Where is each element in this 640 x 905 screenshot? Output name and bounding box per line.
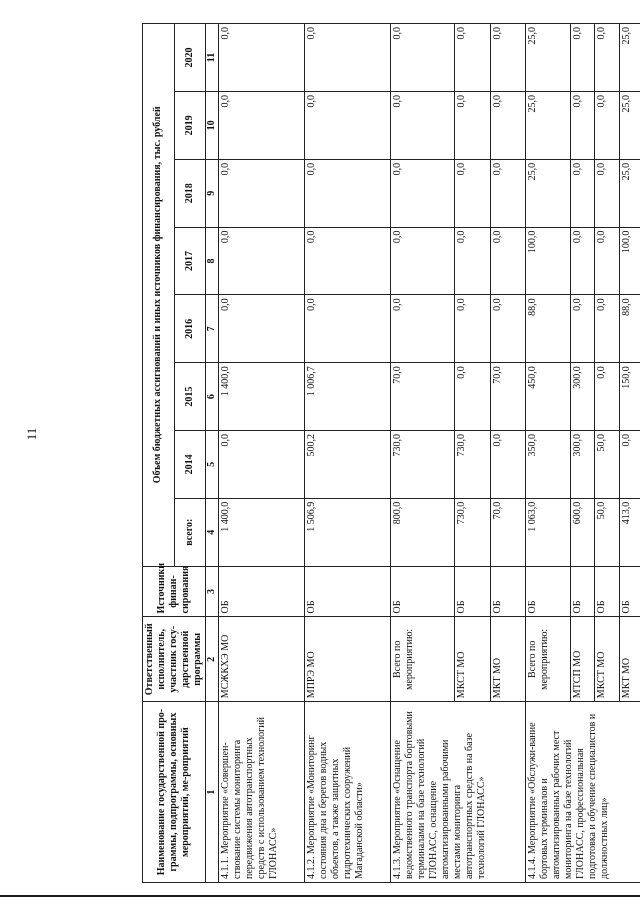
table-header [143,24,219,883]
total-value-cell: 1 400,0 [219,498,305,566]
total-value-cell: 600,0 [570,498,595,566]
year-value-cell: 0,0 [620,431,640,499]
table-row [526,24,571,883]
header-total: всего: [174,498,206,566]
executor-cell: МКТ МО [490,617,526,702]
year-value-cell: 0,0 [490,92,526,160]
year-value-cell: 88,0 [620,295,640,363]
year-value-cell: 0,0 [391,227,455,295]
total-value-cell: 730,0 [455,498,491,566]
source-cell: ОБ [526,566,571,617]
year-value-cell: 0,0 [305,295,391,363]
executor-cell: МСЖКХЭ МО [219,617,305,702]
year-value-cell: 730,0 [391,431,455,499]
total-value-cell: 70,0 [490,498,526,566]
year-value-cell: 0,0 [595,24,620,92]
header-volume: Объем бюджетных ассигнований и иных источников финансирования, тыс. рублей [143,24,175,567]
year-value-cell: 0,0 [455,24,491,92]
column-number: 2 [206,617,219,702]
source-cell: ОБ [490,566,526,617]
source-cell: ОБ [570,566,595,617]
executor-cell: Всего по мероприятию: [391,617,455,702]
total-value-cell: 413,0 [620,498,640,566]
total-value-cell: 800,0 [391,498,455,566]
year-value-cell: 88,0 [526,295,571,363]
financing-table [142,23,640,883]
source-cell: ОБ [391,566,455,617]
year-value-cell: 0,0 [219,227,305,295]
year-value-cell: 0,0 [490,24,526,92]
year-value-cell: 0,0 [570,92,595,160]
header-name: Наименование государственной про-граммы, подпрограммы, основных мероприятий, ме-роприятий [143,702,206,883]
year-value-cell: 25,0 [526,92,571,160]
activity-name: 4.1.3. Мероприятие «Оснащение ведомственного транспорта бортовыми терминалами на базе технологий ГЛОНАСС, оснащение автоматизированными рабочими местами мониторинга автотранспортных средств на базе технологий ГЛОНАСС» [391,702,526,883]
header-year: 2014 [174,431,206,499]
year-value-cell: 0,0 [490,295,526,363]
year-value-cell: 0,0 [219,431,305,499]
year-value-cell: 0,0 [305,227,391,295]
executor-cell: МКСТ МО [455,617,491,702]
year-value-cell: 100,0 [620,227,640,295]
activity-name: 4.1.4. Мероприятие «Обслужи-вание бортовых терминалов и автоматизированных рабочих мест мониторинга на базе технологий ГЛОНАСС, профессиональная подготовка и обучение специалистов и должностных лиц» [526,702,640,883]
year-value-cell: 0,0 [570,159,595,227]
year-value-cell: 70,0 [391,363,455,431]
page-number: 11 [24,427,39,441]
activity-name: 4.1.1. Мероприятие «Совершен-ствование системы мониторинга передвижения автотранспортных средств с использованием технологий ГЛОНАСС» [219,702,305,883]
year-value-cell: 0,0 [490,159,526,227]
header-year: 2015 [174,363,206,431]
year-value-cell: 0,0 [391,159,455,227]
year-value-cell: 1 400,0 [219,363,305,431]
header-year: 2019 [174,92,206,160]
year-value-cell: 0,0 [595,227,620,295]
year-value-cell: 0,0 [391,24,455,92]
column-number: 10 [206,92,219,160]
year-value-cell: 0,0 [570,24,595,92]
year-value-cell: 0,0 [595,159,620,227]
year-value-cell: 450,0 [526,363,571,431]
year-value-cell: 0,0 [219,92,305,160]
column-number: 1 [206,702,219,883]
scan-edge-line [0,895,640,897]
year-value-cell: 0,0 [570,295,595,363]
source-cell: ОБ [219,566,305,617]
executor-cell: МПРЭ МО [305,617,391,702]
table-row [391,24,455,883]
year-value-cell: 300,0 [570,363,595,431]
year-value-cell: 730,0 [455,431,491,499]
header-source: Источники финан-сирования [143,566,206,617]
year-value-cell: 50,0 [595,431,620,499]
year-value-cell: 100,0 [526,227,571,295]
year-value-cell: 300,0 [570,431,595,499]
year-value-cell: 25,0 [526,24,571,92]
year-value-cell: 0,0 [490,227,526,295]
source-cell: ОБ [595,566,620,617]
header-year: 2017 [174,227,206,295]
year-value-cell: 0,0 [455,295,491,363]
column-number: 5 [206,431,219,499]
year-value-cell: 25,0 [620,159,640,227]
rotated-table-wrapper [142,23,633,883]
executor-cell: МКТ МО [620,617,640,702]
year-value-cell: 0,0 [455,92,491,160]
year-value-cell: 0,0 [219,295,305,363]
year-value-cell: 25,0 [620,92,640,160]
year-value-cell: 0,0 [455,363,491,431]
year-value-cell: 0,0 [595,295,620,363]
header-year: 2020 [174,24,206,92]
total-value-cell: 1 506,9 [305,498,391,566]
year-value-cell: 0,0 [305,92,391,160]
column-number: 9 [206,159,219,227]
year-value-cell: 0,0 [391,92,455,160]
year-value-cell: 0,0 [570,227,595,295]
year-value-cell: 25,0 [526,159,571,227]
total-value-cell: 1 063,0 [526,498,571,566]
column-number: 7 [206,295,219,363]
column-number: 3 [206,566,219,617]
activity-name: 4.1.2. Мероприятие «Мониторинг состояния дна и берегов водных объектов, а также защитных гидротехнических сооружений Магаданской области» [305,702,391,883]
year-value-cell: 0,0 [305,159,391,227]
source-cell: ОБ [305,566,391,617]
year-value-cell: 0,0 [305,24,391,92]
year-value-cell: 0,0 [595,92,620,160]
year-value-cell: 0,0 [595,363,620,431]
year-value-cell: 0,0 [490,431,526,499]
column-number: 4 [206,498,219,566]
year-value-cell: 25,0 [620,24,640,92]
column-number: 6 [206,363,219,431]
source-cell: ОБ [620,566,640,617]
year-value-cell: 1 006,7 [305,363,391,431]
year-value-cell: 500,2 [305,431,391,499]
executor-cell: МКСТ МО [595,617,620,702]
header-executor: Ответственный исполнитель, участник госу-дарственной программы [143,617,206,702]
year-value-cell: 0,0 [391,295,455,363]
header-year: 2016 [174,295,206,363]
column-number: 11 [206,24,219,92]
table-row [305,24,391,883]
year-value-cell: 0,0 [455,227,491,295]
year-value-cell: 350,0 [526,431,571,499]
table-body [219,24,640,883]
table-row [219,24,305,883]
year-value-cell: 0,0 [219,24,305,92]
column-number: 8 [206,227,219,295]
column-number-row [206,24,219,883]
year-value-cell: 70,0 [490,363,526,431]
executor-cell: Всего по мероприятию: [526,617,571,702]
year-value-cell: 0,0 [455,159,491,227]
total-value-cell: 50,0 [595,498,620,566]
year-value-cell: 0,0 [219,159,305,227]
executor-cell: МТСП МО [570,617,595,702]
year-value-cell: 150,0 [620,363,640,431]
header-year: 2018 [174,159,206,227]
source-cell: ОБ [455,566,491,617]
